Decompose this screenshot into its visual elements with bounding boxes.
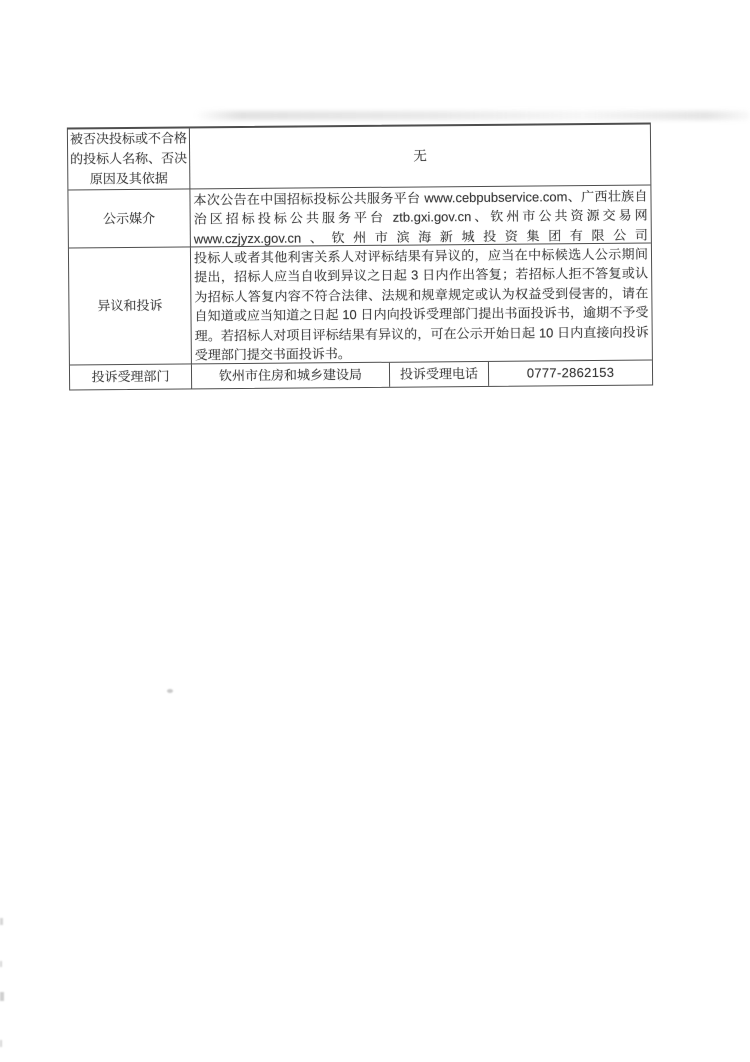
scan-smear-artifact	[195, 111, 750, 120]
table-row-rejected-bidders	[68, 124, 651, 189]
publicity-media-label: 公示媒介	[68, 189, 190, 247]
complaint-phone-value: 0777-2862153	[526, 365, 615, 381]
scan-edge-artifact	[0, 992, 4, 1001]
complaint-dept-value: 钦州市住房和城乡建设局	[192, 363, 390, 389]
objection-value: 投标人或者其他利害关系人对评标结果有异议的，应当在中标候选人公示期间提出，招标人应当自收到异议之日起 3 日内作出答复；若招标人拒不答复或认为招标人答复内容不符合法律、法规和规章规定或认为权益受到侵害的，请在自知道或应当知道之日起 10 日内向投诉受理部门提出书面投诉书，逾期不予受理。若招标人对项目评标结果有异议的，可在公示开始日起 10 日内直接向投诉受理部门提交书面投诉书。	[193, 246, 649, 363]
complaint-dept-label: 投诉受理部门	[70, 364, 192, 389]
publicity-media-value: 本次公告在中国招标投标公共服务平台 www.cebpubservice.com、广西壮族自治区招标投标公共服务平台 ztb.gxi.gov.cn、钦州市公共资源交易网 www.czjyzx.gov.cn、钦州市滨海新城投资集团有限公司（http://www.qzbhzy.com）发布。	[193, 188, 648, 247]
complaint-phone-label: 投诉受理电话	[390, 362, 489, 387]
scan-edge-artifact	[0, 961, 2, 967]
rejected-bidders-label: 被否决投标或不合格 的投标人名称、否决 原因及其依据	[68, 128, 191, 189]
scan-edge-artifact	[0, 918, 3, 925]
rejected-bidders-value: 无	[413, 148, 427, 164]
table-row-complaint-contact	[70, 359, 652, 389]
scan-dust-speck	[167, 689, 173, 693]
objection-label: 异议和投诉	[69, 247, 192, 364]
table-row-objection-complaint	[69, 242, 652, 364]
table-row-publicity-media	[68, 184, 650, 247]
scan-edge-artifact	[0, 1040, 2, 1047]
bid-announcement-table	[67, 122, 653, 390]
